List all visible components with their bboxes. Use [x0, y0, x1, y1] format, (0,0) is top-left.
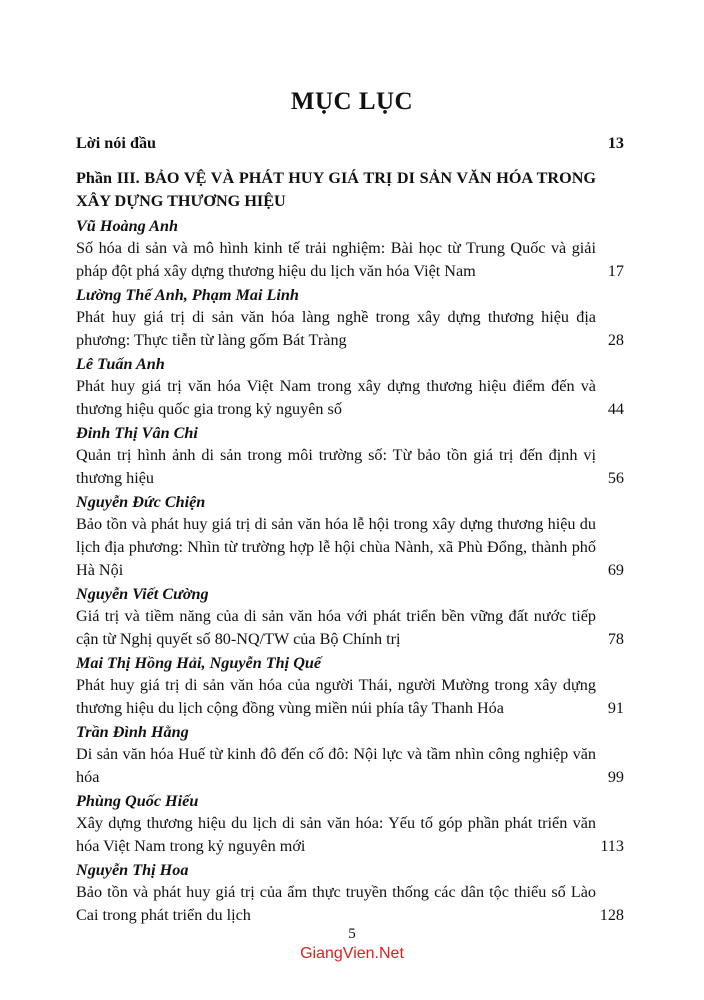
toc-entry-title: Phát huy giá trị văn hóa Việt Nam trong xây dựng thương hiệu điểm đến và thương hiệu quốc gia trong kỷ nguyên số [76, 377, 596, 418]
toc-entry [76, 491, 624, 582]
part-title: Phần III. BẢO VỆ VÀ PHÁT HUY GIÁ TRỊ DI SẢN VĂN HÓA TRONG XÂY DỰNG THƯƠNG HIỆU [76, 169, 596, 210]
toc-entry-author: Mai Thị Hồng Hải, Nguyễn Thị Quế [76, 654, 322, 672]
toc-entry-title: Giá trị và tiềm năng của di sản văn hóa với phát triển bền vững đất nước tiếp cận từ Nghị quyết số 80-NQ/TW của Bộ Chính trị [76, 607, 596, 648]
toc-entry-author: Phùng Quốc Hiếu [76, 792, 199, 810]
toc-entry-page: 44 [607, 400, 624, 418]
watermark: GiangVien.Net [300, 945, 404, 962]
table-of-contents [76, 132, 624, 927]
toc-entry-author: Nguyễn Thị Hoa [76, 861, 189, 879]
toc-entry-title: Bảo tồn và phát huy giá trị của ẩm thực truyền thống các dân tộc thiểu số Lào Cai trong phát triển du lịch [76, 883, 596, 924]
toc-entry-page: 91 [607, 699, 624, 717]
toc-entry-row [76, 881, 624, 927]
toc-preface-page: 13 [607, 134, 624, 152]
toc-entry-author: Lường Thế Anh, Phạm Mai Linh [76, 286, 299, 304]
toc-entry [76, 790, 624, 858]
toc-entry-title: Quản trị hình ảnh di sản trong môi trường số: Từ bảo tồn giá trị đến định vị thương hiệu [76, 446, 596, 487]
toc-entry-page: 69 [607, 561, 624, 579]
toc-entry-page: 78 [607, 630, 624, 648]
toc-entry-row [76, 743, 624, 789]
toc-entry-title: Phát huy giá trị di sản văn hóa của người Thái, người Mường trong xây dựng thương hiệu du lịch cộng đồng vùng miền núi phía tây Thanh Hóa [76, 676, 596, 717]
toc-preface [76, 132, 624, 155]
toc-preface-label: Lời nói đầu [76, 134, 157, 152]
toc-entry-title: Di sản văn hóa Huế từ kinh đô đến cố đô: Nội lực và tầm nhìn công nghiệp văn hóa [76, 745, 596, 786]
toc-entry-row [76, 674, 624, 720]
toc-entry [76, 284, 624, 352]
toc-entry-title: Số hóa di sản và mô hình kinh tế trải nghiệm: Bài học từ Trung Quốc và giải pháp đột phá xây dựng thương hiệu du lịch văn hóa Việt Nam [76, 239, 596, 280]
toc-entry-title: Xây dựng thương hiệu du lịch di sản văn hóa: Yếu tố góp phần phát triển văn hóa Việt Nam trong kỷ nguyên mới [76, 814, 596, 855]
toc-entry-page: 113 [600, 837, 624, 855]
toc-entry-title: Bảo tồn và phát huy giá trị di sản văn hóa lễ hội trong xây dựng thương hiệu du lịch địa phương: Nhìn từ trường hợp lễ hội chùa Nành, xã Phù Đổng, thành phố Hà Nội [76, 515, 596, 579]
toc-entry [76, 422, 624, 490]
toc-entry-author: Nguyễn Đức Chiện [76, 493, 206, 511]
toc-entry [76, 583, 624, 651]
toc-entry-author: Nguyễn Viết Cường [76, 585, 209, 603]
toc-entry-row [76, 513, 624, 582]
toc-entries [76, 215, 624, 927]
toc-entry-page: 128 [599, 906, 624, 924]
toc-entry-row [76, 237, 624, 283]
toc-entry-row [76, 605, 624, 651]
toc-entry [76, 859, 624, 927]
toc-entry-author: Lê Tuấn Anh [76, 355, 165, 373]
toc-entry-row [76, 812, 624, 858]
toc-entry [76, 652, 624, 720]
toc-entry [76, 353, 624, 421]
toc-entry-page: 56 [607, 469, 624, 487]
toc-entry-author: Đinh Thị Vân Chi [76, 424, 198, 442]
toc-entry-row [76, 444, 624, 490]
toc-entry-row [76, 375, 624, 421]
toc-entry-page: 17 [607, 262, 624, 280]
toc-entry-page: 28 [607, 331, 624, 349]
toc-entry-page: 99 [607, 768, 624, 786]
toc-entry-author: Vũ Hoàng Anh [76, 217, 178, 235]
toc-entry-author: Trần Đình Hằng [76, 723, 189, 741]
toc-entry [76, 215, 624, 283]
toc-entry-title: Phát huy giá trị di sản văn hóa làng nghề trong xây dựng thương hiệu địa phương: Thực tiễn từ làng gốm Bát Tràng [76, 308, 596, 349]
page-number: 5 [348, 926, 356, 942]
toc-entry [76, 721, 624, 789]
toc-entry-row [76, 306, 624, 352]
page-title: MỤC LỤC [290, 88, 414, 115]
